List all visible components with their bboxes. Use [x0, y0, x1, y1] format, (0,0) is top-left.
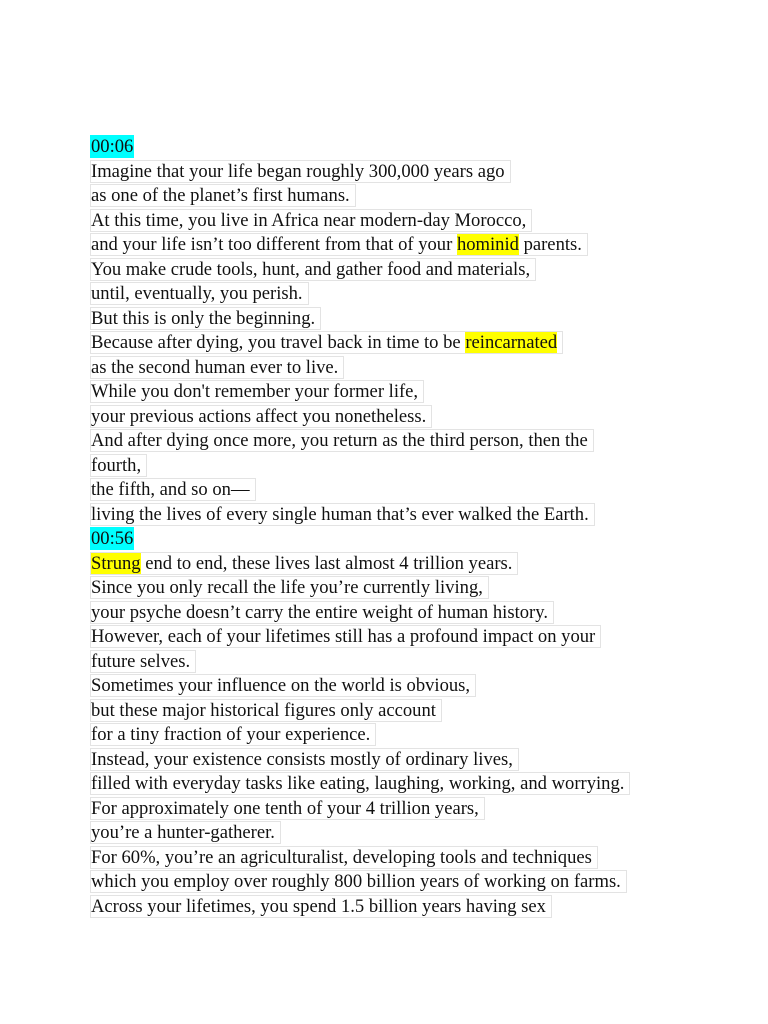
caption-text: which you employ over roughly 800 billion years of working on farms.	[91, 871, 621, 892]
transcript-line	[90, 503, 730, 528]
caption-segment	[90, 503, 595, 526]
caption-segment	[90, 160, 511, 183]
timestamp-line	[90, 527, 730, 552]
caption-text: as one of the planet’s first humans.	[91, 185, 350, 206]
caption-segment	[90, 478, 256, 501]
caption-text: For 60%, you’re an agriculturalist, developing tools and techniques	[91, 846, 592, 868]
transcript-line	[90, 625, 730, 650]
transcript-line	[90, 723, 730, 748]
caption-text: until, eventually, you perish.	[91, 283, 303, 304]
caption-text: Imagine that your life began roughly 300,000 years ago	[91, 160, 505, 182]
transcript-line	[90, 674, 730, 699]
transcript-body	[90, 135, 730, 919]
caption-segment	[90, 772, 630, 795]
caption-text: for a tiny fraction of your experience.	[91, 724, 371, 745]
transcript-line	[90, 454, 730, 479]
transcript-line	[90, 552, 730, 577]
caption-text: However, each of your lifetimes still has a profound impact on your	[91, 626, 596, 647]
caption-text: and your life isn’t too different from that of your	[91, 234, 457, 255]
caption-segment	[90, 576, 489, 599]
caption-segment	[90, 674, 476, 697]
transcript-line	[90, 478, 730, 503]
highlighted-word: reincarnated	[465, 332, 558, 353]
caption-segment	[90, 233, 588, 256]
caption-text: And after dying once more, you return as the third person, then the	[91, 430, 588, 451]
transcript-line	[90, 209, 730, 234]
caption-segment	[90, 380, 424, 403]
transcript-line	[90, 797, 730, 822]
caption-segment	[90, 625, 601, 648]
caption-text: your previous actions affect you nonetheless.	[91, 405, 427, 427]
highlighted-word: hominid	[456, 234, 519, 255]
timestamp-line	[90, 135, 730, 160]
caption-text: For approximately one tenth of your 4 trillion years,	[91, 797, 479, 819]
transcript-line	[90, 331, 730, 356]
timestamp: 00:56	[91, 528, 134, 549]
caption-segment	[90, 748, 519, 771]
caption-text: you’re a hunter-gatherer.	[91, 822, 275, 843]
transcript-line	[90, 601, 730, 626]
caption-text: Across your lifetimes, you spend 1.5 billion years having sex	[91, 895, 546, 917]
caption-text: but these major historical figures only account	[91, 699, 436, 721]
caption-segment	[90, 184, 356, 207]
caption-segment	[90, 331, 563, 354]
transcript-line	[90, 184, 730, 209]
caption-text: Since you only recall the life you’re currently living,	[91, 577, 483, 598]
caption-segment	[90, 405, 432, 428]
caption-segment	[90, 601, 554, 624]
transcript-line	[90, 307, 730, 332]
transcript-line	[90, 258, 730, 283]
caption-segment	[90, 821, 281, 844]
caption-segment	[90, 846, 598, 869]
caption-segment	[90, 282, 309, 305]
caption-text: your psyche doesn’t carry the entire weight of human history.	[91, 601, 548, 623]
caption-segment	[90, 870, 627, 893]
caption-text: But this is only the beginning.	[91, 307, 316, 329]
caption-text: fourth,	[91, 454, 142, 476]
highlighted-word: Strung	[91, 552, 141, 574]
transcript-line	[90, 846, 730, 871]
caption-text: At this time, you live in Africa near modern-day Morocco,	[91, 209, 527, 231]
caption-segment	[90, 650, 196, 673]
transcript-line	[90, 282, 730, 307]
caption-text: living the lives of every single human that’s ever walked the Earth.	[91, 503, 589, 525]
transcript-line	[90, 699, 730, 724]
caption-segment	[90, 258, 536, 281]
caption-text: While you don't remember your former life,	[91, 381, 419, 402]
timestamp: 00:06	[91, 136, 134, 157]
caption-segment	[90, 209, 532, 232]
caption-text: end to end, these lives last almost 4 trillion years.	[140, 552, 513, 574]
caption-text: Because after dying, you travel back in time to be	[91, 332, 466, 353]
caption-segment	[90, 454, 147, 477]
caption-text: as the second human ever to live.	[91, 356, 339, 378]
caption-segment	[90, 552, 518, 575]
transcript-line	[90, 233, 730, 258]
caption-segment	[90, 307, 321, 330]
caption-segment	[90, 797, 485, 820]
transcript-line	[90, 380, 730, 405]
caption-segment	[90, 895, 552, 918]
transcript-line	[90, 405, 730, 430]
caption-segment	[90, 356, 344, 379]
caption-segment	[90, 699, 442, 722]
transcript-line	[90, 821, 730, 846]
caption-text: Instead, your existence consists mostly of ordinary lives,	[91, 748, 513, 770]
transcript-line	[90, 772, 730, 797]
caption-text: future selves.	[91, 650, 191, 672]
caption-text: filled with everyday tasks like eating, laughing, working, and worrying.	[91, 773, 625, 794]
transcript-line	[90, 356, 730, 381]
caption-text: Sometimes your influence on the world is obvious,	[91, 675, 471, 696]
transcript-line	[90, 429, 730, 454]
caption-text: parents.	[518, 234, 582, 255]
caption-text: You make crude tools, hunt, and gather food and materials,	[91, 258, 531, 280]
transcript-line	[90, 895, 730, 920]
transcript-line	[90, 576, 730, 601]
caption-segment	[90, 723, 376, 746]
transcript-line	[90, 160, 730, 185]
transcript-line	[90, 870, 730, 895]
transcript-line	[90, 650, 730, 675]
transcript-line	[90, 748, 730, 773]
caption-segment	[90, 429, 594, 452]
caption-text: the fifth, and so on—	[91, 479, 250, 500]
